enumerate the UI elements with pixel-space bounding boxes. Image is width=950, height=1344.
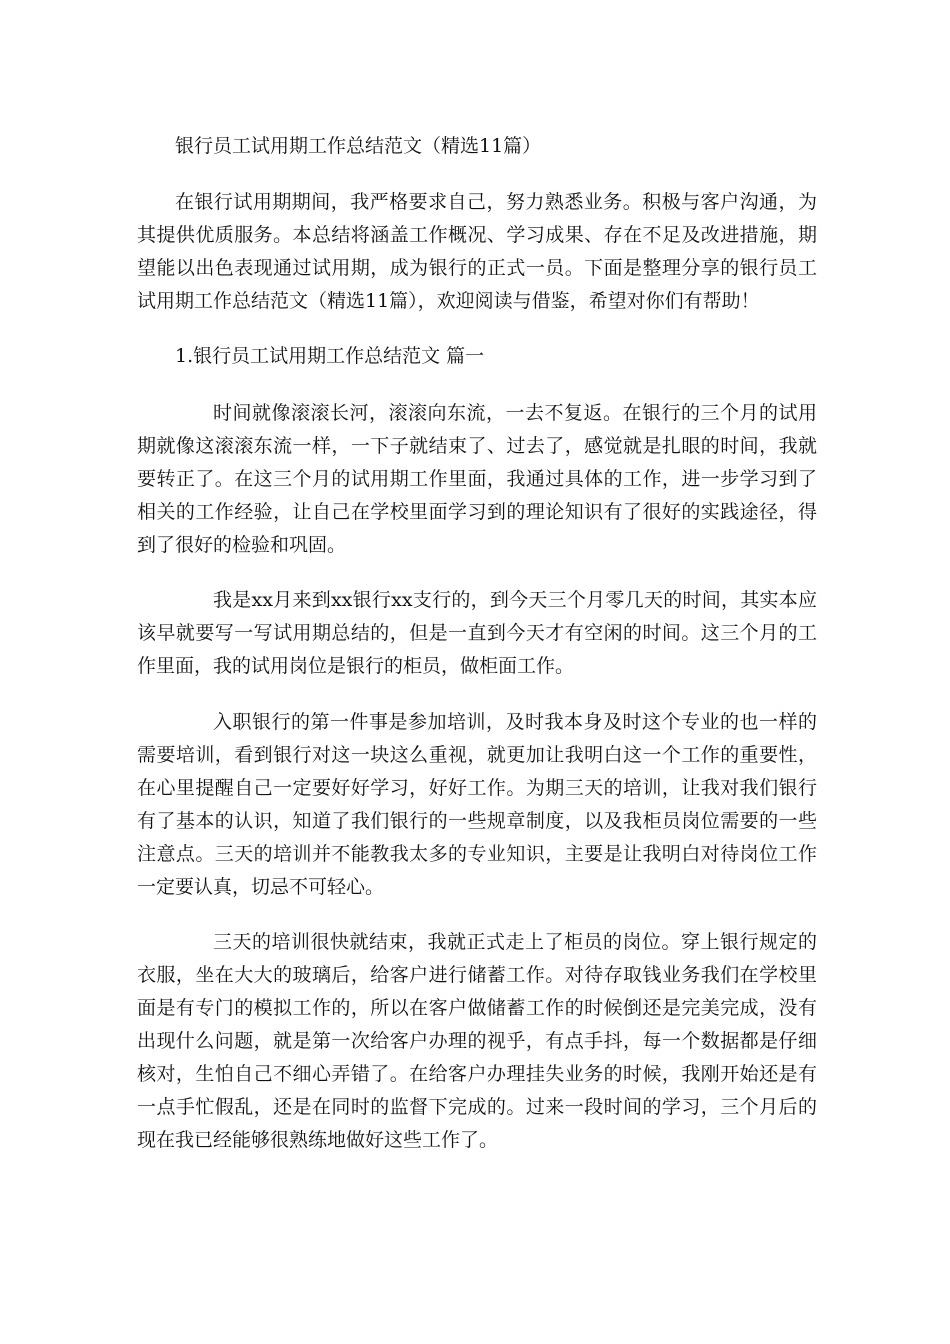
- intro-paragraph: 在银行试用期期间，我严格要求自己，努力熟悉业务。积极与客户沟通，为其提供优质服务。本总结将涵盖工作概况、学习成果、存在不足及改进措施，期望能以出色表现通过试用期，成为银行的正式一员。下面是整理分享的银行员工试用期工作总结范文（精选11篇），欢迎阅读与借鉴，希望对你们有帮助！: [137, 191, 817, 312]
- document-title: 银行员工试用期工作总结范文（精选11篇）: [175, 135, 542, 157]
- body-paragraph-1: 时间就像滚滚长河，滚滚向东流，一去不复返。在银行的三个月的试用期就像这滚滚东流一样，一下子就结束了、过去了，感觉就是扎眼的时间，我就要转正了。在这三个月的试用期工作里面，我通过具体的工作，进一步学习到了相关的工作经验，让自己在学校里面学习到的理论知识有了很好的实践途径，得到了很好的检验和巩固。: [137, 402, 817, 556]
- body-paragraph-3: 入职银行的第一件事是参加培训，及时我本身及时这个专业的也一样的需要培训，看到银行对这一块这么重视，就更加让我明白这一个工作的重要性，在心里提醒自己一定要好好学习，好好工作。为期三天的培训，让我对我们银行有了基本的认识，知道了我们银行的一些规章制度，以及我柜员岗位需要的一些注意点。三天的培训并不能教我太多的专业知识，主要是让我明白对待岗位工作一定要认真，切忌不可轻心。: [137, 711, 817, 898]
- body-paragraph-4: 三天的培训很快就结束，我就正式走上了柜员的岗位。穿上银行规定的衣服，坐在大大的玻璃后，给客户进行储蓄工作。对待存取钱业务我们在学校里面是有专门的模拟工作的，所以在客户做储蓄工作的时候倒还是完美完成，没有出现什么问题，就是第一次给客户办理的视乎，有点手抖，每一个数据都是仔细核对，生怕自己不细心弄错了。在给客户办理挂失业务的时候，我刚开始还是有一点手忙假乱，还是在同时的监督下完成的。过来一段时间的学习，三个月后的现在我已经能够很熟练地做好这些工作了。: [137, 931, 817, 1151]
- section-heading: 1.银行员工试用期工作总结范文 篇一: [175, 345, 485, 367]
- body-paragraph-2: 我是xx月来到xx银行xx支行的，到今天三个月零几天的时间，其实本应该早就要写一写试用期总结的，但是一直到今天才有空闲的时间。这三个月的工作里面，我的试用岗位是银行的柜员，做柜面工作。: [137, 589, 817, 677]
